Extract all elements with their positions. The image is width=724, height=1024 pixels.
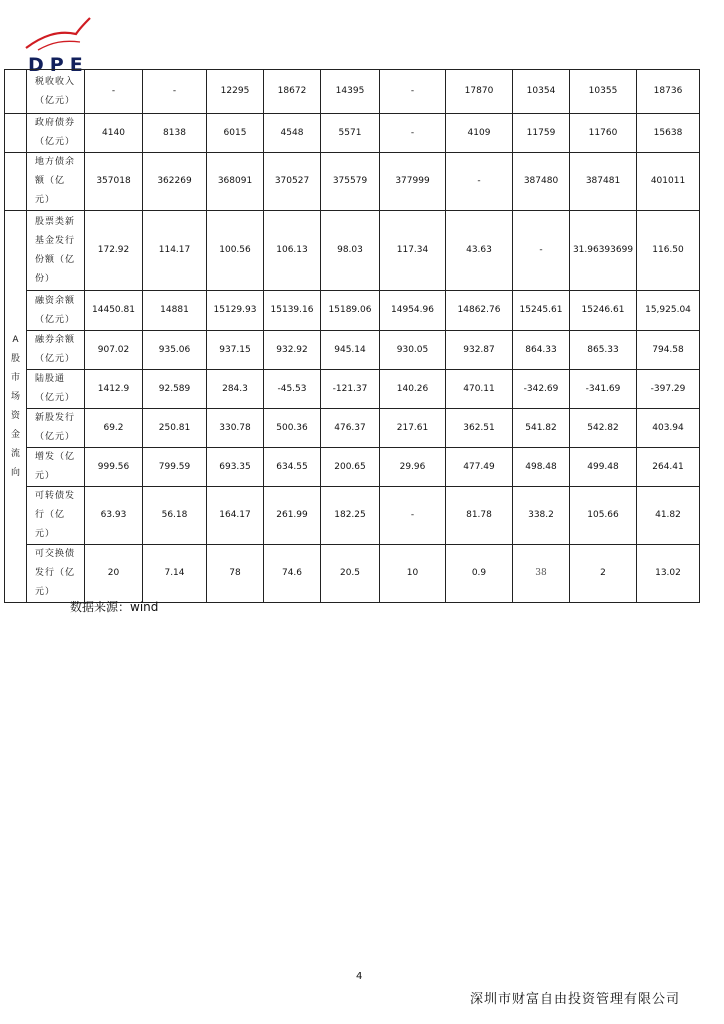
table-cell: 5571 xyxy=(321,114,380,153)
data-source-note: 数据来源：wind xyxy=(70,600,159,614)
table-cell: 693.35 xyxy=(207,448,264,487)
table-cell: 14881 xyxy=(143,291,207,331)
table-row xyxy=(5,70,700,114)
table-row xyxy=(5,370,700,409)
table-cell: 11760 xyxy=(570,114,637,153)
table-cell: 200.65 xyxy=(321,448,380,487)
table-cell: - xyxy=(380,487,446,545)
table-cell: -341.69 xyxy=(570,370,637,409)
logo-text: DPE xyxy=(28,54,89,76)
table-cell: 403.94 xyxy=(637,409,700,448)
table-cell: 375579 xyxy=(321,153,380,211)
table-cell: 0.9 xyxy=(446,545,513,603)
row-label: 融券余额（亿元） xyxy=(27,331,85,370)
table-cell: 935.06 xyxy=(143,331,207,370)
table-cell: 357018 xyxy=(85,153,143,211)
table-cell: 217.61 xyxy=(380,409,446,448)
table-cell: 69.2 xyxy=(85,409,143,448)
table-cell: 250.81 xyxy=(143,409,207,448)
table-cell: 499.48 xyxy=(570,448,637,487)
table-cell: -397.29 xyxy=(637,370,700,409)
table-cell: - xyxy=(513,211,570,291)
row-label: 政府债券（亿元） xyxy=(27,114,85,153)
table-cell: 98.03 xyxy=(321,211,380,291)
table-cell: 264.41 xyxy=(637,448,700,487)
table-cell: 182.25 xyxy=(321,487,380,545)
table-cell: 56.18 xyxy=(143,487,207,545)
table-cell: 470.11 xyxy=(446,370,513,409)
table-cell: 14862.76 xyxy=(446,291,513,331)
table-cell: 15189.06 xyxy=(321,291,380,331)
row-label: 增发（亿元） xyxy=(27,448,85,487)
data-table xyxy=(4,69,700,603)
table-cell: 116.50 xyxy=(637,211,700,291)
table-cell: 477.49 xyxy=(446,448,513,487)
table-cell: 18736 xyxy=(637,70,700,114)
table-cell: 4109 xyxy=(446,114,513,153)
group-label-char: 股 xyxy=(10,353,20,364)
table-cell: 14450.81 xyxy=(85,291,143,331)
logo-swoosh-icon xyxy=(24,14,96,54)
group-label-char: 金 xyxy=(10,429,20,440)
table-cell: - xyxy=(143,70,207,114)
table-cell: 907.02 xyxy=(85,331,143,370)
group-label-char: A xyxy=(12,334,19,345)
table-cell: 38 xyxy=(513,545,570,603)
table-cell: 865.33 xyxy=(570,331,637,370)
table-cell: 338.2 xyxy=(513,487,570,545)
empty-group-cell xyxy=(5,153,27,211)
table-row xyxy=(5,211,700,291)
table-cell: 41.82 xyxy=(637,487,700,545)
table-cell: 172.92 xyxy=(85,211,143,291)
table-cell: 362269 xyxy=(143,153,207,211)
table-cell: 2 xyxy=(570,545,637,603)
table-cell: 81.78 xyxy=(446,487,513,545)
table-cell: 105.66 xyxy=(570,487,637,545)
table-row xyxy=(5,114,700,153)
table-cell: 476.37 xyxy=(321,409,380,448)
table-cell: 140.26 xyxy=(380,370,446,409)
table-cell: 78 xyxy=(207,545,264,603)
table-cell: 14954.96 xyxy=(380,291,446,331)
company-logo xyxy=(24,14,96,76)
row-label: 可交换债发行（亿元） xyxy=(27,545,85,603)
table-row xyxy=(5,448,700,487)
table-cell: - xyxy=(446,153,513,211)
table-cell: 7.14 xyxy=(143,545,207,603)
table-cell: 114.17 xyxy=(143,211,207,291)
table-cell: 541.82 xyxy=(513,409,570,448)
group-label-char: 向 xyxy=(10,467,20,478)
table-row xyxy=(5,291,700,331)
table-cell: 1412.9 xyxy=(85,370,143,409)
table-cell: 10 xyxy=(380,545,446,603)
table-cell: 15246.61 xyxy=(570,291,637,331)
table-cell: 31.96393699 xyxy=(570,211,637,291)
table-cell: 13.02 xyxy=(637,545,700,603)
table-cell: - xyxy=(85,70,143,114)
table-cell: -45.53 xyxy=(264,370,321,409)
table-cell: 117.34 xyxy=(380,211,446,291)
table-cell: 6015 xyxy=(207,114,264,153)
table-cell: 43.63 xyxy=(446,211,513,291)
row-label: 陆股通（亿元） xyxy=(27,370,85,409)
group-label-char: 资 xyxy=(10,410,20,421)
row-label: 地方债余额（亿元） xyxy=(27,153,85,211)
table-cell: 370527 xyxy=(264,153,321,211)
table-cell: 362.51 xyxy=(446,409,513,448)
table-cell: 106.13 xyxy=(264,211,321,291)
table-cell: 932.92 xyxy=(264,331,321,370)
table-cell: 12295 xyxy=(207,70,264,114)
table-cell: 500.36 xyxy=(264,409,321,448)
table-cell: 387480 xyxy=(513,153,570,211)
table-cell: 932.87 xyxy=(446,331,513,370)
page-number: 4 xyxy=(356,971,363,982)
empty-group-cell xyxy=(5,70,27,114)
group-label-a-share-flows xyxy=(5,211,27,603)
table-cell: - xyxy=(380,114,446,153)
table-cell: 498.48 xyxy=(513,448,570,487)
table-cell: 937.15 xyxy=(207,331,264,370)
table-cell: 15129.93 xyxy=(207,291,264,331)
table-cell: 799.59 xyxy=(143,448,207,487)
table-cell: 284.3 xyxy=(207,370,264,409)
table-cell: 864.33 xyxy=(513,331,570,370)
table-cell: 261.99 xyxy=(264,487,321,545)
row-label: 融资余额（亿元） xyxy=(27,291,85,331)
table-cell: 10354 xyxy=(513,70,570,114)
table-cell: 945.14 xyxy=(321,331,380,370)
table-cell: 634.55 xyxy=(264,448,321,487)
table-cell: -121.37 xyxy=(321,370,380,409)
table-cell: 14395 xyxy=(321,70,380,114)
table-cell: 401011 xyxy=(637,153,700,211)
table-cell: 15139.16 xyxy=(264,291,321,331)
table-row xyxy=(5,331,700,370)
table-cell: 74.6 xyxy=(264,545,321,603)
table-cell: 164.17 xyxy=(207,487,264,545)
table-cell: 18672 xyxy=(264,70,321,114)
table-cell: 20.5 xyxy=(321,545,380,603)
table-row xyxy=(5,545,700,603)
table-cell: 29.96 xyxy=(380,448,446,487)
table-cell: 20 xyxy=(85,545,143,603)
table-cell: 11759 xyxy=(513,114,570,153)
table-cell: 100.56 xyxy=(207,211,264,291)
company-name-footer: 深圳市财富自由投资管理有限公司 xyxy=(470,992,681,1007)
table-row xyxy=(5,153,700,211)
table-cell: 10355 xyxy=(570,70,637,114)
table-cell: 930.05 xyxy=(380,331,446,370)
table-cell: 15245.61 xyxy=(513,291,570,331)
table-cell: - xyxy=(380,70,446,114)
table-cell: 999.56 xyxy=(85,448,143,487)
table-row xyxy=(5,409,700,448)
empty-group-cell xyxy=(5,114,27,153)
row-label: 股票类新基金发行份额（亿份） xyxy=(27,211,85,291)
table-cell: 377999 xyxy=(380,153,446,211)
table-cell: 63.93 xyxy=(85,487,143,545)
table-cell: 4548 xyxy=(264,114,321,153)
table-cell: 8138 xyxy=(143,114,207,153)
table-cell: 794.58 xyxy=(637,331,700,370)
group-label-char: 市 xyxy=(10,372,20,383)
table-cell: 387481 xyxy=(570,153,637,211)
row-label: 税收收入（亿元） xyxy=(27,70,85,114)
table-cell: 368091 xyxy=(207,153,264,211)
table-cell: 542.82 xyxy=(570,409,637,448)
table-row xyxy=(5,487,700,545)
table-cell: 92.589 xyxy=(143,370,207,409)
table-cell: 17870 xyxy=(446,70,513,114)
table-cell: 15,925.04 xyxy=(637,291,700,331)
table-cell: -342.69 xyxy=(513,370,570,409)
table-cell: 15638 xyxy=(637,114,700,153)
group-label-char: 场 xyxy=(10,391,20,402)
group-label-char: 流 xyxy=(10,448,20,459)
table-cell: 330.78 xyxy=(207,409,264,448)
row-label: 可转债发行（亿元） xyxy=(27,487,85,545)
row-label: 新股发行（亿元） xyxy=(27,409,85,448)
table-cell: 4140 xyxy=(85,114,143,153)
